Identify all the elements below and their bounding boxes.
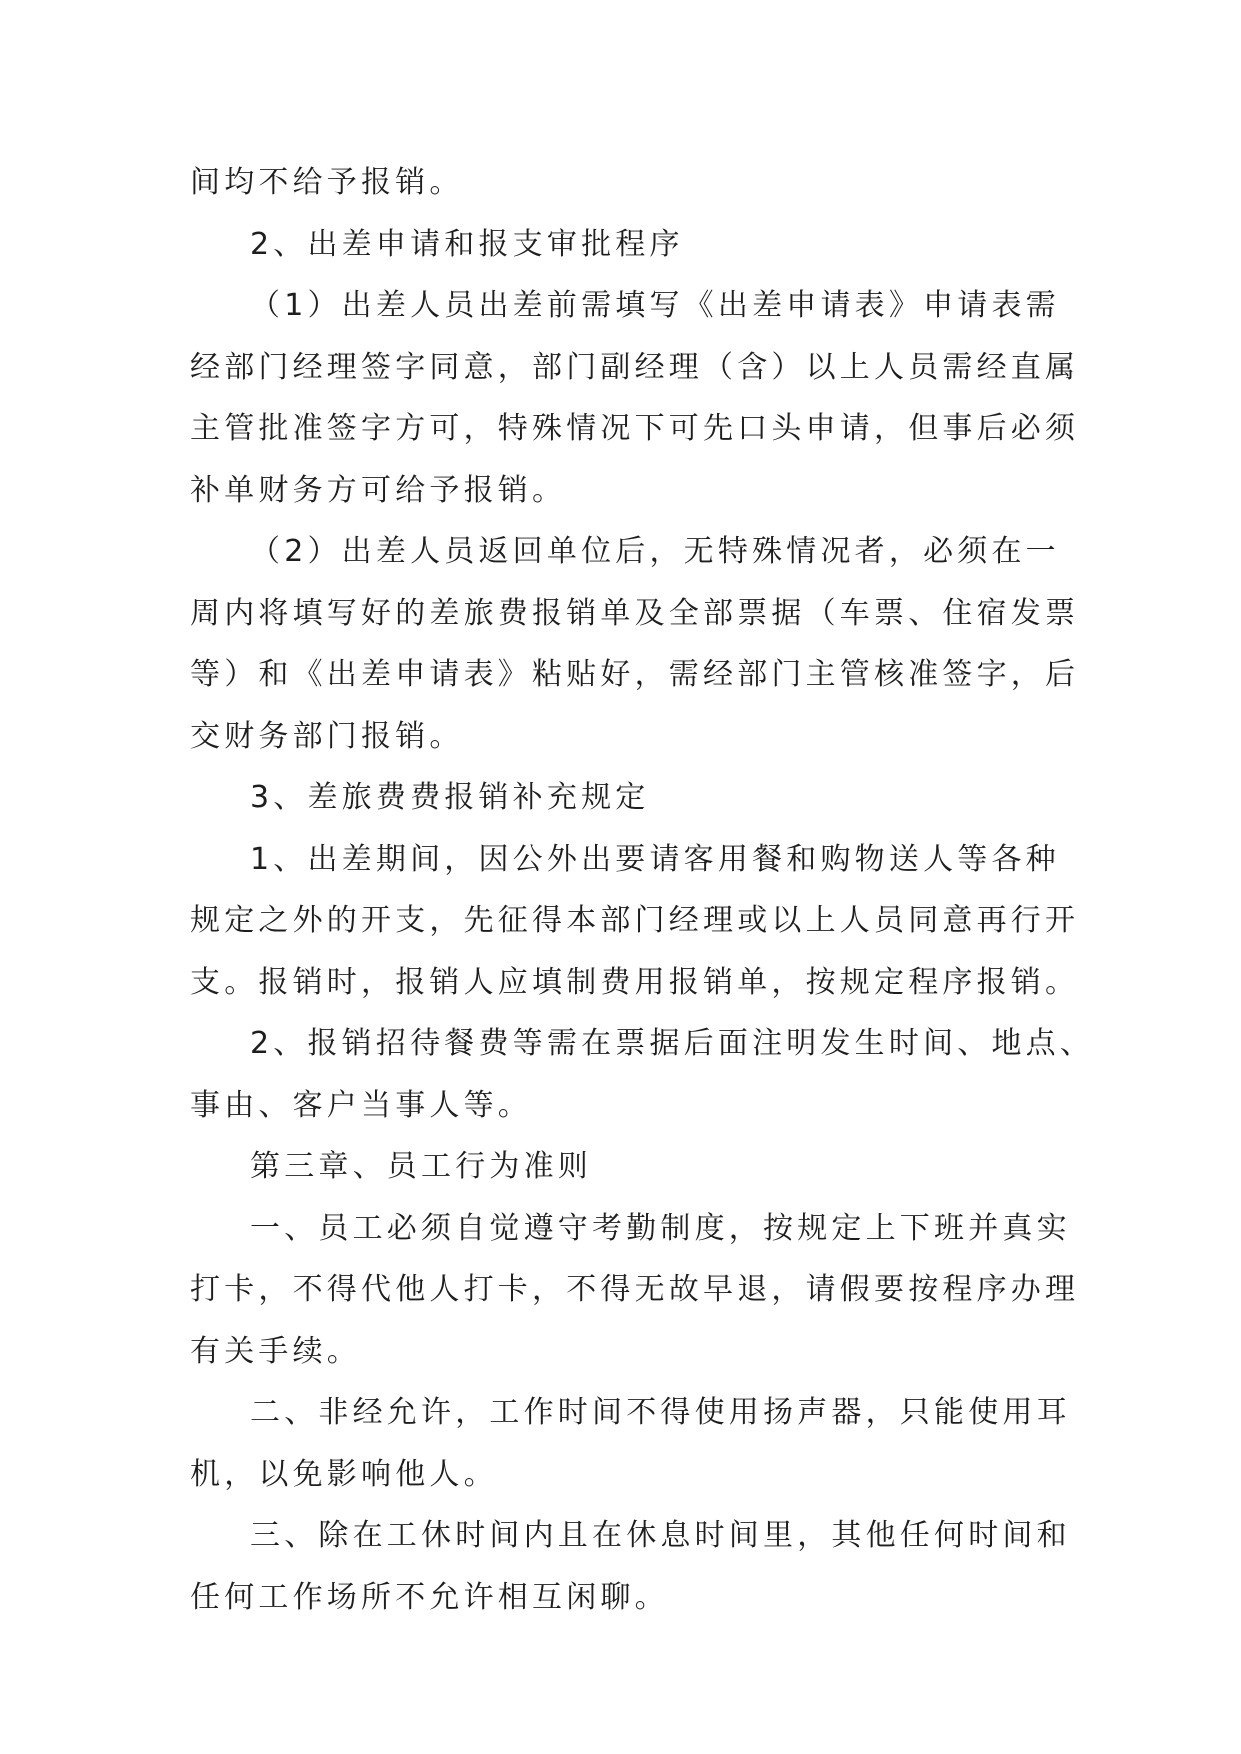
- text-line: 机，以免影响他人。: [190, 1456, 498, 1492]
- text-line: 打卡，不得代他人打卡，不得无故早退，请假要按程序办理: [190, 1272, 1080, 1307]
- text-line: 一、员工必须自觉遵守考勤制度，按规定上下班并真实: [250, 1210, 1071, 1246]
- text-line: 补单财务方可给予报销。: [190, 472, 567, 508]
- text-line: 二、非经允许，工作时间不得使用扬声器，只能使用耳: [250, 1395, 1071, 1430]
- text-line: 1、出差期间，因公外出要请客用餐和购物送人等各种: [250, 841, 1060, 877]
- text-line: 2、出差申请和报支审批程序: [250, 226, 684, 262]
- text-line: 三、除在工休时间内且在休息时间里，其他任何时间和: [250, 1518, 1071, 1553]
- section-heading: 第三章、员工行为准则: [250, 1149, 592, 1184]
- text-line: 周内将填写好的差旅费报销单及全部票据（车票、住宿发票: [190, 595, 1080, 631]
- text-line: 经部门经理签字同意，部门副经理（含）以上人员需经直属: [190, 349, 1080, 385]
- text-line: 3、差旅费费报销补充规定: [250, 780, 650, 815]
- text-line: 事由、客户当事人等。: [190, 1087, 532, 1123]
- text-line: 规定之外的开支，先征得本部门经理或以上人员同意再行开: [190, 903, 1080, 938]
- text-line: 任何工作场所不允许相互闲聊。: [190, 1579, 669, 1615]
- text-line: 交财务部门报销。: [190, 718, 464, 754]
- text-line: 间均不给予报销。: [190, 165, 464, 200]
- text-line: 主管批准签字方可，特殊情况下可先口头申请，但事后必须: [190, 411, 1080, 446]
- text-line: 支。报销时，报销人应填制费用报销单，按规定程序报销。: [190, 964, 1080, 1000]
- document-body: [190, 152, 1095, 1628]
- text-line: 2、报销招待餐费等需在票据后面注明发生时间、地点、: [250, 1026, 1095, 1061]
- text-line: 等）和《出差申请表》粘贴好，需经部门主管核准签字，后: [190, 657, 1080, 692]
- text-line: （1）出差人员出差前需填写《出差申请表》申请表需: [250, 288, 1060, 323]
- text-line: （2）出差人员返回单位后，无特殊情况者，必须在一: [250, 534, 1060, 569]
- text-line: 有关手续。: [190, 1333, 361, 1369]
